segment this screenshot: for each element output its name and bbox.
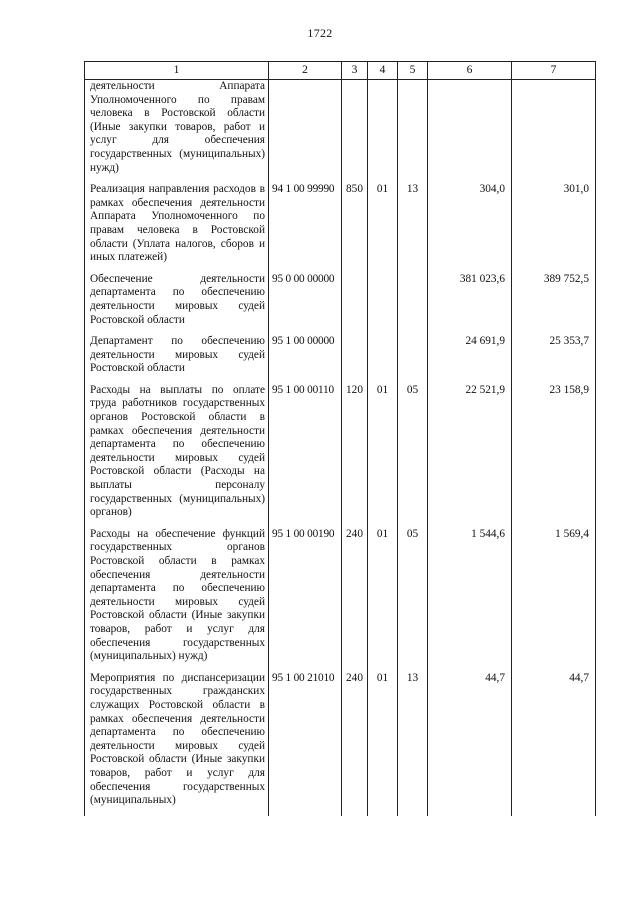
row-expense-type: 240 [342,528,368,672]
table-header [85,62,596,80]
row-description: Обеспечение деятельности департамента по обеспечению деятельности мировых судей Ростовской области [85,273,269,335]
row-amount-1: 24 691,9 [428,335,512,384]
header-col-4: 4 [368,62,398,80]
table-row [85,80,596,184]
header-row [85,62,596,80]
row-section: 01 [368,672,398,816]
row-description: деятельности Аппарата Уполномоченного по правам человека в Ростовской области (Иные закупки товаров, работ и услуг для обеспечения государственных (муниципальных) нужд) [85,80,269,184]
row-expense-type: 120 [342,384,368,528]
row-section [368,80,398,184]
row-target-code [269,80,342,184]
table-row [85,183,596,273]
row-expense-type [342,335,368,384]
header-col-2: 2 [269,62,342,80]
row-expense-type [342,80,368,184]
row-amount-1: 304,0 [428,183,512,273]
row-section: 01 [368,528,398,672]
row-amount-2: 301,0 [512,183,596,273]
row-subsection [398,335,428,384]
row-amount-2: 23 158,9 [512,384,596,528]
row-target-code: 94 1 00 99990 [269,183,342,273]
table-row [85,672,596,816]
row-amount-1 [428,80,512,184]
row-description: Реализация направления расходов в рамках обеспечения деятельности Аппарата Уполномоченного по правам человека в Ростовской области (Уплата налогов, сборов и иных платежей) [85,183,269,273]
row-subsection: 05 [398,384,428,528]
row-amount-1: 44,7 [428,672,512,816]
row-expense-type: 850 [342,183,368,273]
row-expense-type [342,273,368,335]
row-description: Расходы на обеспечение функций государственных органов Ростовской области в рамках обеспечения деятельности департамента по обеспечению деятельности мировых судей Ростовской области (Иные закупки товаров, работ и услуг для обеспечения государственных (муниципальных) нужд) [85,528,269,672]
row-amount-1: 381 023,6 [428,273,512,335]
row-subsection [398,273,428,335]
table-row [85,528,596,672]
row-target-code: 95 1 00 00000 [269,335,342,384]
row-amount-2: 44,7 [512,672,596,816]
row-description: Департамент по обеспечению деятельности мировых судей Ростовской области [85,335,269,384]
row-description: Мероприятия по диспансеризации государственных гражданских служащих Ростовской области в рамках обеспечения деятельности департамента по обеспечению деятельности мировых судей Ростовской области (Иные закупки товаров, работ и услуг для обеспечения государственных (муниципальных) [85,672,269,816]
page-number: 1722 [307,26,333,40]
row-amount-2: 389 752,5 [512,273,596,335]
table-row [85,335,596,384]
row-target-code: 95 1 00 00110 [269,384,342,528]
row-target-code: 95 0 00 00000 [269,273,342,335]
header-col-5: 5 [398,62,428,80]
header-col-1: 1 [85,62,269,80]
header-col-7: 7 [512,62,596,80]
row-section [368,273,398,335]
row-subsection: 13 [398,183,428,273]
row-amount-1: 1 544,6 [428,528,512,672]
row-section: 01 [368,183,398,273]
row-subsection: 13 [398,672,428,816]
budget-table [84,61,596,816]
row-target-code: 95 1 00 21010 [269,672,342,816]
table-row [85,273,596,335]
row-amount-2: 1 569,4 [512,528,596,672]
table-body [85,80,596,816]
header-col-3: 3 [342,62,368,80]
table-row [85,384,596,528]
row-subsection: 05 [398,528,428,672]
row-description: Расходы на выплаты по оплате труда работников государственных органов Ростовской области в рамках обеспечения деятельности департамента по обеспечению деятельности мировых судей Ростовской области (Расходы на выплаты персоналу государственных (муниципальных) органов) [85,384,269,528]
row-amount-2 [512,80,596,184]
row-section [368,335,398,384]
row-expense-type: 240 [342,672,368,816]
row-target-code: 95 1 00 00190 [269,528,342,672]
row-section: 01 [368,384,398,528]
row-subsection [398,80,428,184]
row-amount-1: 22 521,9 [428,384,512,528]
header-col-6: 6 [428,62,512,80]
row-amount-2: 25 353,7 [512,335,596,384]
